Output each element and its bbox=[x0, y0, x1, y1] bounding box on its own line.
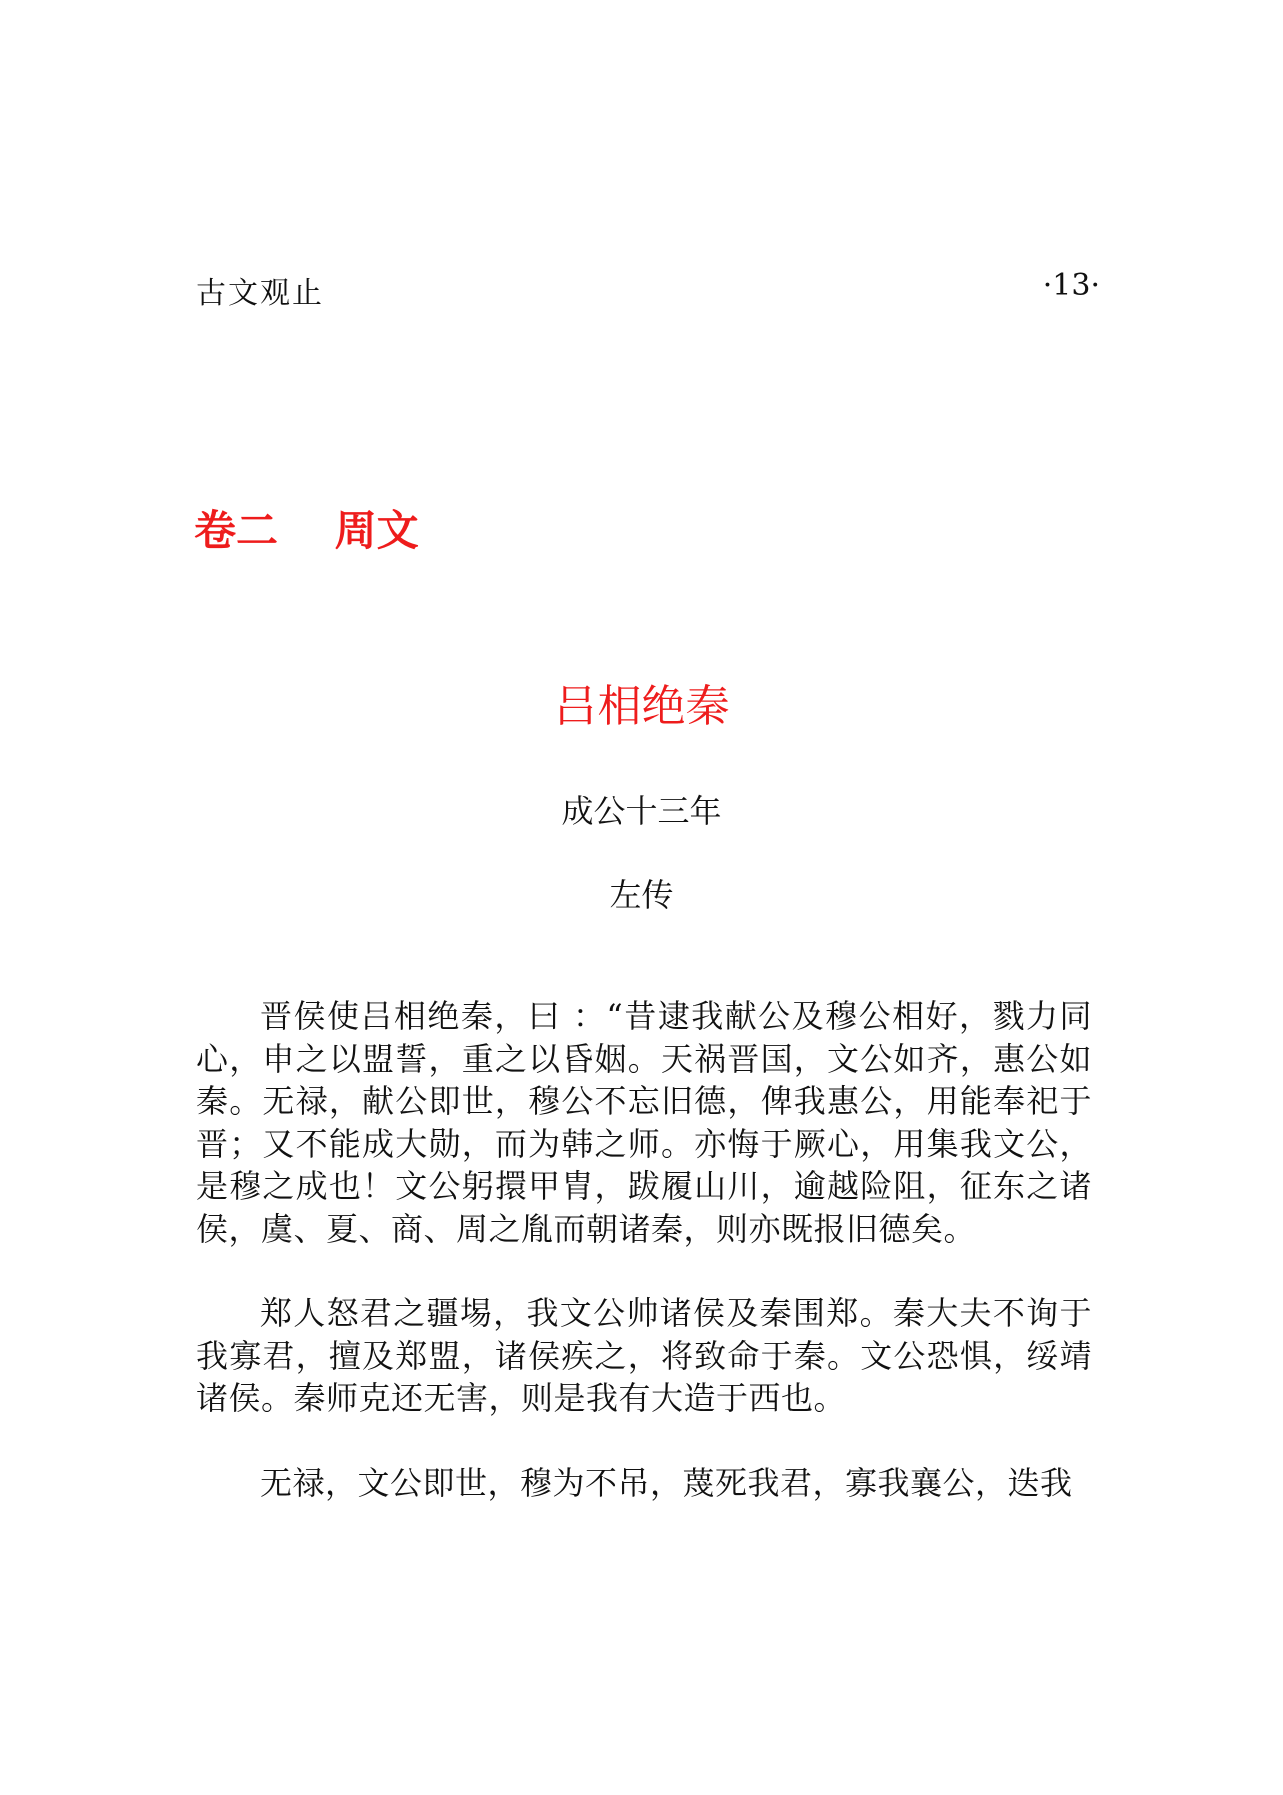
paragraph: 晋侯使吕相绝秦，曰 ：“昔逮我献公及穆公相好，戮力同心，申之以盟誓，重之以昏姻。天祸晋国，文公如齐，惠公如秦。无禄，献公即世，穆公不忘旧德，俾我惠公，用能奉祀于晋；又不能成大勋，而为韩之师。亦悔于厥心，用集我文公，是穆之成也！文公躬擐甲胄，跋履山川，逾越险阻，征东之诸侯，虞、夏、商、周之胤而朝诸秦，则亦既报旧德矣。 bbox=[196, 997, 1092, 1248]
page-number: ·13· bbox=[1042, 268, 1100, 303]
article-body bbox=[196, 995, 1092, 1546]
article-source: 左传 bbox=[609, 876, 674, 914]
book-title: 古文观止 bbox=[196, 276, 324, 311]
volume-heading: 卷二 周文 bbox=[194, 506, 419, 555]
article-title: 吕相绝秦 bbox=[553, 681, 730, 732]
paragraph: 郑人怒君之疆埸，我文公帅诸侯及秦围郑。秦大夫不询于我寡君，擅及郑盟，诸侯疾之，将致命于秦。文公恐惧，绥靖诸侯。秦师克还无害，则是我有大造于西也。 bbox=[196, 1294, 1092, 1417]
running-header bbox=[196, 268, 1100, 311]
paragraph: 无禄，文公即世，穆为不吊，蔑死我君，寡我襄公，迭我 bbox=[260, 1463, 1073, 1502]
article-subtitle: 成公十三年 bbox=[561, 792, 722, 830]
